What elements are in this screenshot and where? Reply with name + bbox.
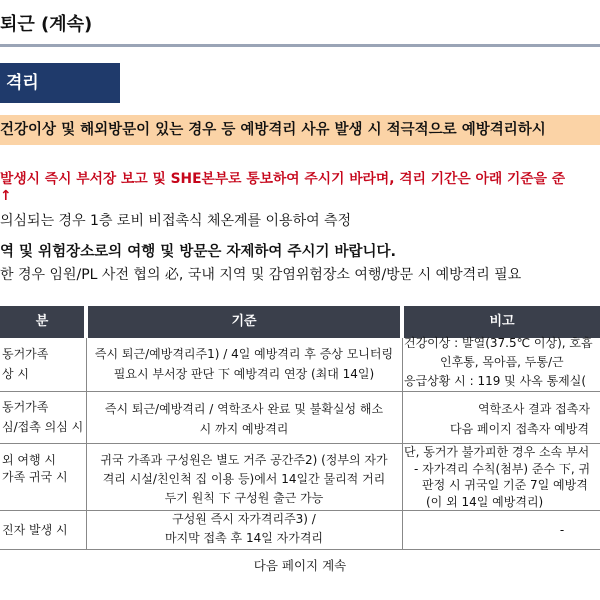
table-row-2-criteria: 즉시 퇴근/예방격리 / 역학조사 완료 및 불확실성 해소 시 까지 예방격리 [104,402,384,436]
table-row-3-criteria: 귀국 가족과 구성원은 별도 거주 공간주2) (정부의 자가 격리 시설/친인척 집 이용 등)에서 14일간 물리적 거리 두기 원칙 下 구성원 출근 가능 [100,453,388,505]
table-header-criteria: 기준 [88,306,400,338]
title-divider [0,44,600,47]
table-row-1-category: 동거가족 상 시 [2,347,49,381]
table-row-4-criteria: 구성원 즉시 자가격리주3) / 마지막 접촉 후 14일 자가격리 [164,512,324,545]
notice-line-3: 한 경우 임원/PL 사전 협의 必, 국내 지역 및 감염위험장소 여행/방문 시 예방격리 필요 [0,267,522,283]
row-divider [0,549,600,550]
table-row-1-criteria: 즉시 퇴근/예방격리주1) / 4일 예방격리 후 증상 모니터링 필요시 부서장 판단 下 예방격리 연장 (최대 14일) [94,347,394,381]
table-row-4-category: 진자 발생 시 [2,523,68,537]
column-divider [402,338,403,549]
table-header-remarks: 비고 [404,306,600,338]
notice-line-2: 역 및 위험장소로의 여행 및 방문은 자제하여 주시기 바랍니다. [0,244,397,260]
section-tab: 격리 [0,63,120,103]
table-row-4-remarks: - [559,523,565,537]
table-row-3-category: 외 여행 시 가족 귀국 시 [2,453,68,484]
red-notice-line2: ↑ [0,188,12,204]
page-title: 퇴근 (계속) [0,14,93,35]
column-divider [86,338,87,549]
row-divider [0,391,600,392]
table-row-3-remarks: 단, 동거가 불가피한 경우 소속 부서 - 자가격리 수칙(첨부) 준수 下, 귀 판정 시 귀국일 기준 7일 예방격 (이 외 14일 예방격리) [404,445,591,509]
continue-note: 다음 페이지 계속 [253,558,347,573]
highlight-banner: 건강이상 및 해외방문이 있는 경우 등 예방격리 사유 발생 시 적극적으로 예방격리하시 [0,115,600,145]
red-notice-line1: 발생시 즉시 부서장 보고 및 SHE본부로 통보하여 주시기 바라며, 격리 기간은 아래 기준을 준 [0,171,566,187]
table-row-2-remarks: 역학조사 결과 접촉자 다음 페이지 접촉자 예방격 [450,402,590,436]
table-row-2-category: 동거가족 심/접촉 의심 시 [2,400,84,434]
table-row-1-remarks: 건강이상 : 발열(37.5℃ 이상), 호흡 인후통, 목아픔, 두통/근 응급상황 시 : 119 및 사옥 통제실( [404,336,593,388]
table-header-category: 분 [0,306,84,338]
notice-line-1: 의심되는 경우 1층 로비 비접촉식 체온계를 이용하여 측정 [0,213,352,229]
